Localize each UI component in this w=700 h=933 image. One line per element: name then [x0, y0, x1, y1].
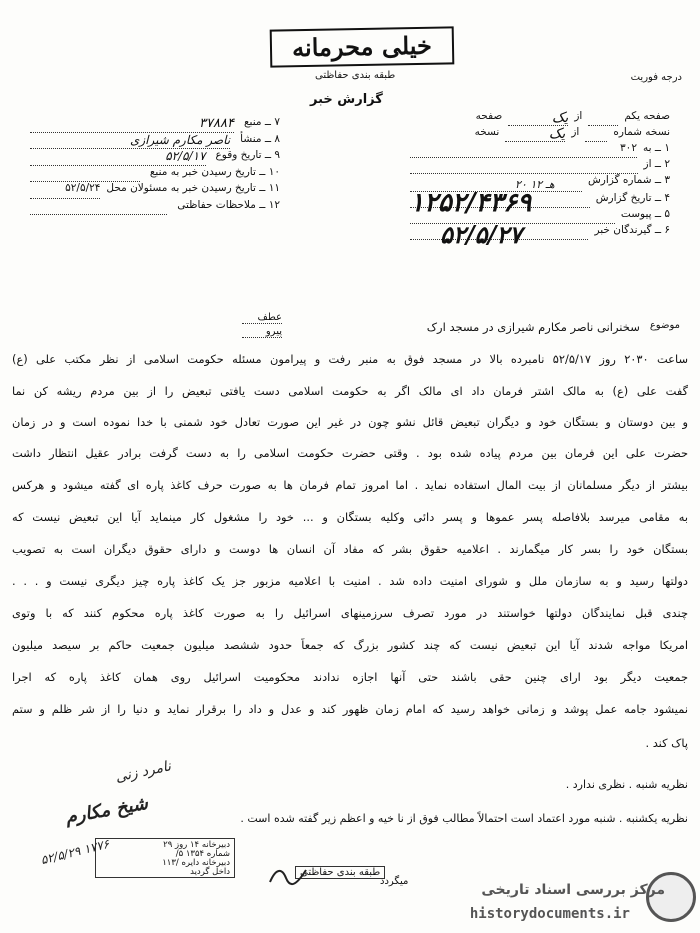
- field-mid: از: [574, 110, 583, 122]
- field-value: ۵۲/۵/۲۴: [30, 182, 100, 199]
- field-blank: [588, 110, 618, 126]
- field-end: نسخه: [474, 126, 500, 138]
- field-label: ۹ ــ تاریخ وقوع: [215, 149, 280, 161]
- body-line: نمیشود جامه عمل پوشد و زمانی خواهد رسید که امام زمان ظهور کند و عدل و داد را برقرار نماید و دنیا را از شر ظلم و ستم: [12, 702, 688, 716]
- field-from: [410, 158, 670, 174]
- stamp-line: داخل گردید: [190, 867, 230, 877]
- field-origin: [30, 133, 280, 150]
- field-label: ۷ ــ منبع: [243, 116, 280, 128]
- field-mid: از: [571, 126, 580, 138]
- field-value: [30, 199, 167, 216]
- atf-label: عطف: [242, 312, 282, 324]
- body-line: بستگان خود را بسر کار میگمارند . اعلامیه حقوق بشر که مفاد آن انسان ها دوست و دارای حقوق دیگران است به تصویب: [12, 542, 688, 556]
- field-receipt-date-local: [30, 182, 280, 199]
- report-date-handwritten: ۵۲/۵/۲۷: [440, 220, 522, 249]
- opinion-sunday: نظریه یکشنبه . شنبه مورد اعتماد است احتمالاً مطالب فوق از نا خیه و اعظم زیر گفته شده است .: [240, 812, 688, 825]
- field-value: [30, 166, 140, 183]
- field-label: ۱ ــ به: [642, 142, 670, 154]
- field-value: یک: [505, 126, 565, 142]
- signature-mark: [268, 864, 308, 893]
- body-line: گفت علی (ع) به مالک اشتر فرمان داد ای مالک اگر به حکومت اسلامی دست یافتی تبعیض را از بین مردم ریشه کن نما: [12, 384, 688, 398]
- classification-label: طبقه بندی حفاظتی: [315, 70, 396, 81]
- field-source: [30, 116, 280, 133]
- secretariat-stamp: [95, 838, 235, 878]
- opinion-saturday: نظریه شنبه . نظری ندارد .: [565, 778, 688, 791]
- body-line-last: پاک کند .: [645, 736, 688, 750]
- report-number-handwritten: ۱۲۵۲/۴۳۶۹: [410, 188, 532, 218]
- stamp-line: دبیرخانه ۱۴ روز ۲۹: [163, 840, 230, 850]
- stamp-line: دبیرخانه دایره /۱۱۳: [162, 858, 230, 868]
- field-page: [410, 110, 670, 126]
- field-value: ناصر مکارم شیرازی: [30, 133, 230, 150]
- field-label: ۱۰ ــ تاریخ رسیدن خبر به منبع: [149, 165, 280, 178]
- field-label: نسخه شماره: [613, 126, 670, 138]
- field-copy-number: [410, 126, 670, 142]
- body-line: دولتها رسید و به سازمان ملل و شورای امنیت داده شد . امنیت با اعلامیه مزبور جز یک کاغذ پاره چیز دیگری نیست و . . .: [12, 574, 688, 588]
- field-label: ۱۲ ــ ملاحظات حفاظتی: [177, 198, 280, 211]
- secret-stamp: خیلی محرمانه: [270, 26, 455, 67]
- field-value: ۵۲/۵/۱۷: [30, 149, 206, 166]
- field-occurrence-date: [30, 149, 280, 166]
- field-security-notes: [30, 199, 280, 216]
- field-receipt-date-source: [30, 166, 280, 183]
- footer-tail: میگردد: [380, 876, 409, 887]
- stamp-line: شماره ۱۳۵۴ ۵/: [175, 849, 230, 859]
- body-line: به مقامی میرسد بلافاصله پسر عموها و پسر دائی وکلیه بستگان و ... خود را مشغول کار مینماید آیا این تبعیض نیست که: [12, 510, 688, 524]
- body-line: بیشتر از دیگر مسلمانان از بیت المال استفاده نماید . اما امروز تمام فرمان ها به صورت حرف کاغذ پاره ای گفته میشود و هرکس: [12, 478, 688, 492]
- field-blank: [585, 126, 607, 142]
- subject-text: سخنرانی ناصر مکارم شیرازی در مسجد ارک: [426, 320, 640, 334]
- body-line: چندی قبل نمایندگان دولتها خواستند در مورد تصرف سرزمینهای اسرائیل را به صورت کاغذ پاره محکوم کنند که با وتوی: [12, 606, 688, 620]
- field-value: ۳۰۲: [410, 142, 637, 158]
- field-label: ۲ ــ از: [643, 158, 670, 170]
- watermark-text-fa: مرکز بررسی اسناد تاریخی: [481, 882, 665, 898]
- body-line: حضرت علی این فرمان بین مردم پیاده شده بود . وقتی حضرت حکومت اسلامی را به دست گرفت برادر عقیل انتظار داشت: [12, 446, 688, 460]
- field-value: یک: [508, 110, 568, 126]
- peyro-label: پیرو: [242, 326, 282, 338]
- field-label: ۳ ــ شماره گزارش: [587, 174, 670, 186]
- field-label: ۵ ــ پیوست: [620, 208, 670, 220]
- left-fields: [30, 116, 280, 215]
- subject-label: موضوع: [649, 320, 680, 331]
- field-label: ۶ ــ گیرندگان خبر: [594, 224, 670, 236]
- body-line: امریکا مواجه شدند آیا این تبعیض نیست که چند کشور بزرگ که جمعاً حدود ششصد میلیون جمعیت حاکم بر سیصد میلیون: [12, 638, 688, 652]
- field-label: ۱۱ ــ تاریخ رسیدن خبر به مسئولان محل: [106, 182, 280, 194]
- subject-row: [20, 320, 680, 334]
- field-label: ۴ ــ تاریخ گزارش: [595, 192, 670, 204]
- signature-handwriting: نامرد زنی: [113, 758, 173, 786]
- field-to: [410, 142, 670, 158]
- handwritten-note: ۲۰ هـ ۱۲: [515, 178, 555, 191]
- field-end: صفحه: [475, 110, 503, 122]
- body-line: جمعیت دیگر بود ارای چنین حقی باشند حتی آنها اجازه ندادند محکومیت اسرائیل روی همان کاغذ پاره که اجرا: [12, 670, 688, 684]
- footer-classification: طبقه بندی حفاظتی: [295, 866, 385, 879]
- body-line: و بین دوستان و بستگان خود و دیگران تبعیض قائل نشو چون در غیر این صورت تعادل خود شمنی با خدا نموده است و در زمان: [12, 415, 688, 429]
- body-line: ساعت ۲۰۳۰ روز ۵۲/۵/۱۷ نامبرده بالا در مسجد فوق به منبر رفت و پیرامون مسئله حکومت اسلامی از نظر مکتب علی (ع): [12, 352, 688, 366]
- field-value: [410, 158, 638, 174]
- priority-label: درجه فوریت: [630, 72, 682, 83]
- field-value: ۳۷۸۸۴: [30, 116, 234, 133]
- signature-date-handwriting: ۵۲/۵/۲۹ ۱۷۷۶: [39, 836, 111, 868]
- signature-handwriting: شیخ مکارم: [63, 792, 150, 829]
- field-label: ۸ ــ منشأ: [240, 132, 280, 145]
- field-label: صفحه یکم: [624, 110, 670, 122]
- signature-scribble-icon: [268, 864, 308, 888]
- report-title: گزارش خبر: [310, 92, 383, 107]
- watermark-text-en: historydocuments.ir: [469, 906, 630, 922]
